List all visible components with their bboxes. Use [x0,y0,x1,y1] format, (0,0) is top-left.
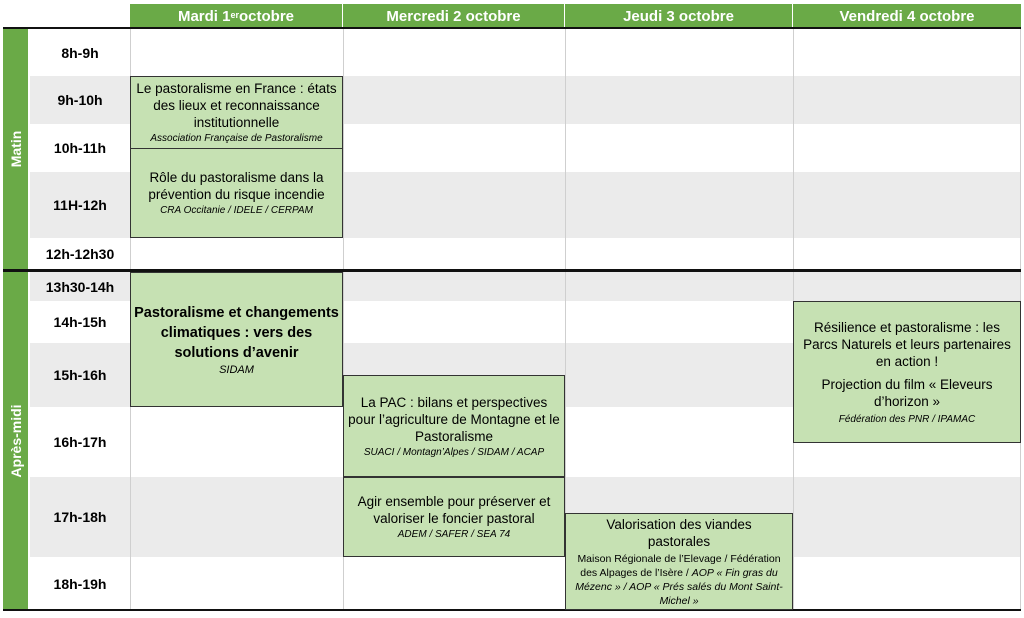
header-top-line [3,27,1021,29]
event-viandes-org-b: AOP « Fin gras du Mézenc » / AOP « Prés salés du Mont Saint-Michel » [575,567,783,607]
event-viandes-pastorales: Valorisation des viandes pastorales Maison Régionale de l’Elevage / Fédération des Alpages de l’Isère / AOP « Fin gras du Mézenc » / AOP « Prés salés du Mont Saint-Michel » [565,513,793,610]
band-morning [3,29,28,269]
bottom-line [3,609,1021,611]
event-changements-climatiques: Pastoralisme et changements climatiques : vers des solutions d’avenir SIDAM [130,272,343,407]
event-foncier-pastoral: Agir ensemble pour préserver et valoriser le foncier pastoral ADEM / SAFER / SEA 74 [343,477,565,557]
header-day-1: Mardi 1 $^{er}$ octobre [130,4,343,28]
time-label: 16h-17h [53,434,107,450]
header-day-2: Mercredi 2 octobre [343,4,565,28]
time-label: 11H-12h [53,197,107,213]
event-risque-incendie: Rôle du pastoralisme dans la prévention du risque incendie CRA Occitanie / IDELE / CERPAM [130,148,343,238]
event-resilience-parcs: Résilience et pastoralisme : les Parcs Naturels et leurs partenaires en action ! Projection du film « Eleveurs d’horizon » Fédération des PNR / IPAMAC [793,301,1021,443]
band-morning-label: Matin [7,130,24,168]
time-label: 9h-10h [57,92,103,108]
time-label: 18h-19h [53,575,107,592]
time-label: 13h30-14h [45,278,115,295]
time-label: 17h-18h [53,509,107,525]
band-afternoon [3,272,28,610]
event-pac: La PAC : bilans et perspectives pour l’agriculture de Montagne et le Pastoralisme SUACI / Montagn’Alpes / SIDAM / ACAP [343,375,565,477]
header-day-3: Jeudi 3 octobre [565,4,793,28]
time-label: 10h-11h [53,140,107,156]
event-pastoralisme-france: Le pastoralisme en France : états des lieux et reconnaissance institutionnelle Association Française de Pastoralisme [130,76,343,149]
time-label: 8h-9h [61,44,99,61]
event-viandes-org-a: Maison Régionale de l’Elevage / Fédération des Alpages de l’Isère / [577,553,781,579]
time-label: 15h-16h [53,367,107,383]
header-day-4: Vendredi 4 octobre [793,4,1021,28]
band-afternoon-label: Après-midi [7,404,24,478]
time-label: 14h-15h [53,314,107,330]
time-label: 12h-12h30 [45,245,115,262]
